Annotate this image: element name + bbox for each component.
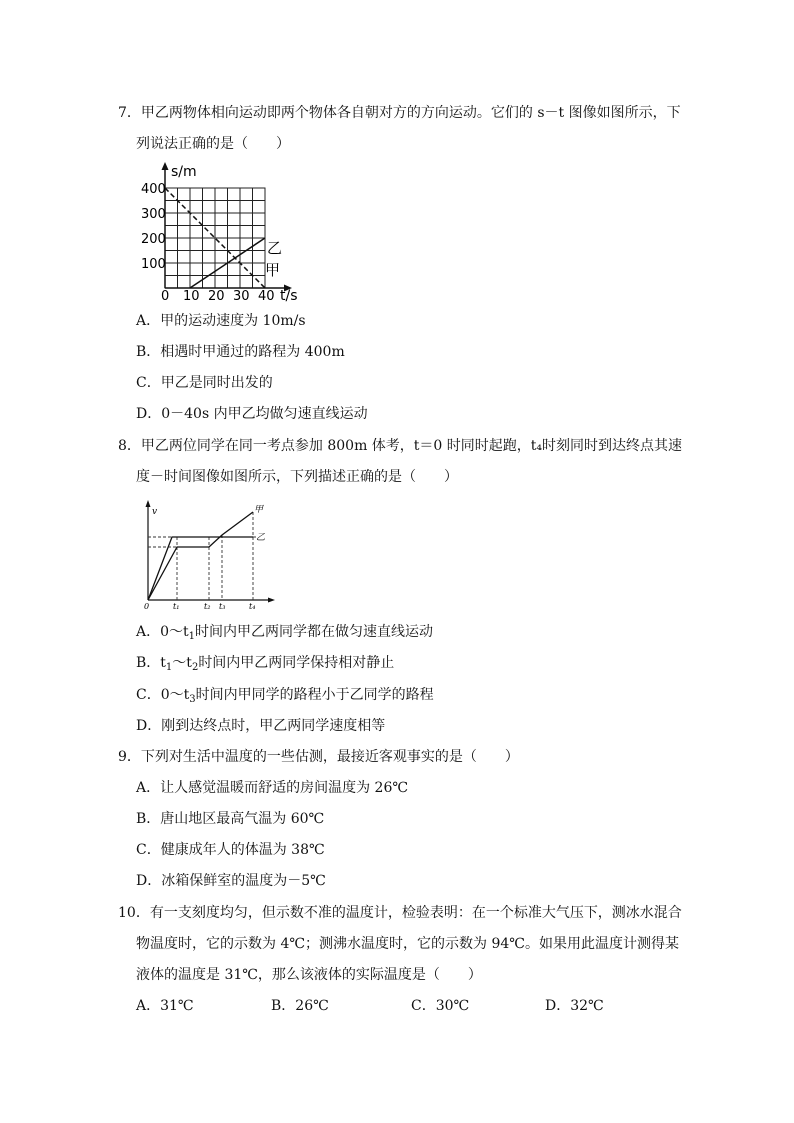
q7-ytick-400: 400 [141,182,166,197]
q10-option-a[interactable]: A．31℃ [136,998,194,1014]
q7-stem-line2: 列说法正确的是（ ） [136,136,290,152]
q9-stem: 9．下列对生活中温度的一些估测，最接近客观事实的是（ ） [118,749,519,765]
q7-ytick-200: 200 [141,232,166,247]
q8-stem-line2: 度－时间图像如图所示，下列描述正确的是（ ） [136,469,458,485]
q8-option-d[interactable]: D．刚到达终点时，甲乙两同学速度相等 [136,718,386,734]
q7-st-graph [140,160,310,305]
q8-option-a-post: 时间内甲乙两同学都在做匀速直线运动 [195,624,434,640]
q8-option-b-pre: B．t [136,655,166,671]
q8-option-c-post: 时间内甲同学的路程小于乙同学的路程 [195,687,434,703]
q8-option-a-sub1: 1 [188,631,196,642]
q10-option-c[interactable]: C．30℃ [411,998,470,1014]
q7-label-yi: 乙 [267,239,283,257]
q7-ytick-300: 300 [141,207,166,222]
q7-xlabel: t/s [280,288,298,304]
q7-option-a[interactable]: A．甲的运动速度为 10m/s [136,313,306,329]
q8-option-a-pre: A．0～t [136,624,189,640]
q8-xtick-t1: t₁ [173,602,180,611]
q7-xtick-40: 40 [258,289,275,304]
q8-option-b-sub1: 1 [165,662,173,673]
q8-stem-line1: 8．甲乙两位同学在同一考点参加 800m 体考，t＝0 时同时起跑，t₄时刻同时到达终点其速 [118,438,683,454]
q8-option-c-pre: C．0～t [136,687,190,703]
q7-xtick-10: 10 [183,289,200,304]
q7-ytick-100: 100 [141,257,166,272]
q10-option-b[interactable]: B．26℃ [271,998,329,1014]
q8-option-b-post: 时间内甲乙两同学保持相对静止 [198,655,395,671]
q8-curve-jia [148,512,253,600]
q9-option-c[interactable]: C．健康成年人的体温为 38℃ [136,842,325,858]
q7-xtick-30: 30 [233,289,250,304]
q8-option-c-sub1: 3 [189,694,196,705]
q8-label-jia: 甲 [254,505,264,515]
q7-xtick-20: 20 [208,289,225,304]
q8-option-b[interactable] [136,654,394,672]
q8-label-yi: 乙 [256,533,266,543]
q10-stem-line2: 物温度时，它的示数为 4℃；测沸水温度时，它的示数为 94℃。如果用此温度计测得某 [136,936,679,952]
q8-ylabel: v [152,507,158,517]
q9-option-a[interactable]: A．让人感觉温暖而舒适的房间温度为 26℃ [136,780,409,796]
q7-option-d[interactable]: D．0－40s 内甲乙均做匀速直线运动 [136,406,368,422]
q8-y-arrow [146,500,151,507]
q7-ylabel: s/m [171,164,197,180]
q10-stem-line1: 10．有一支刻度均匀，但示数不准的温度计，检验表明：在一个标准大气压下，测冰水混合 [118,905,682,921]
q7-y-arrow [162,162,169,170]
q9-option-b[interactable]: B．唐山地区最高气温为 60℃ [136,811,325,827]
q10-stem-line3: 液体的温度是 31℃，那么该液体的实际温度是（ ） [136,967,482,983]
q8-origin: 0 [144,602,150,611]
q8-vt-graph [140,497,280,612]
q8-option-a[interactable] [136,623,433,641]
q8-xtick-t2: t₂ [204,602,211,611]
q7-stem-line1: 7．甲乙两物体相向运动即两个物体各自朝对方的方向运动。它们的 s－t 图像如图所示，下 [118,105,681,121]
q8-xtick-t3: t₃ [219,602,226,611]
q8-x-arrow [268,598,275,603]
q8-option-b-sub2: 2 [191,662,199,673]
q9-option-d[interactable]: D．冰箱保鲜室的温度为－5℃ [136,873,326,889]
q10-option-d[interactable]: D．32℃ [545,998,604,1014]
q7-xtick-0: 0 [161,289,170,304]
q7-option-c[interactable]: C．甲乙是同时出发的 [136,375,273,391]
q7-option-b[interactable]: B．相遇时甲通过的路程为 400m [136,344,345,360]
q7-label-jia: 甲 [265,261,281,279]
q8-xtick-t4: t₄ [249,602,256,611]
q8-option-b-mid: ～t [172,655,192,671]
q8-option-c[interactable] [136,686,434,704]
